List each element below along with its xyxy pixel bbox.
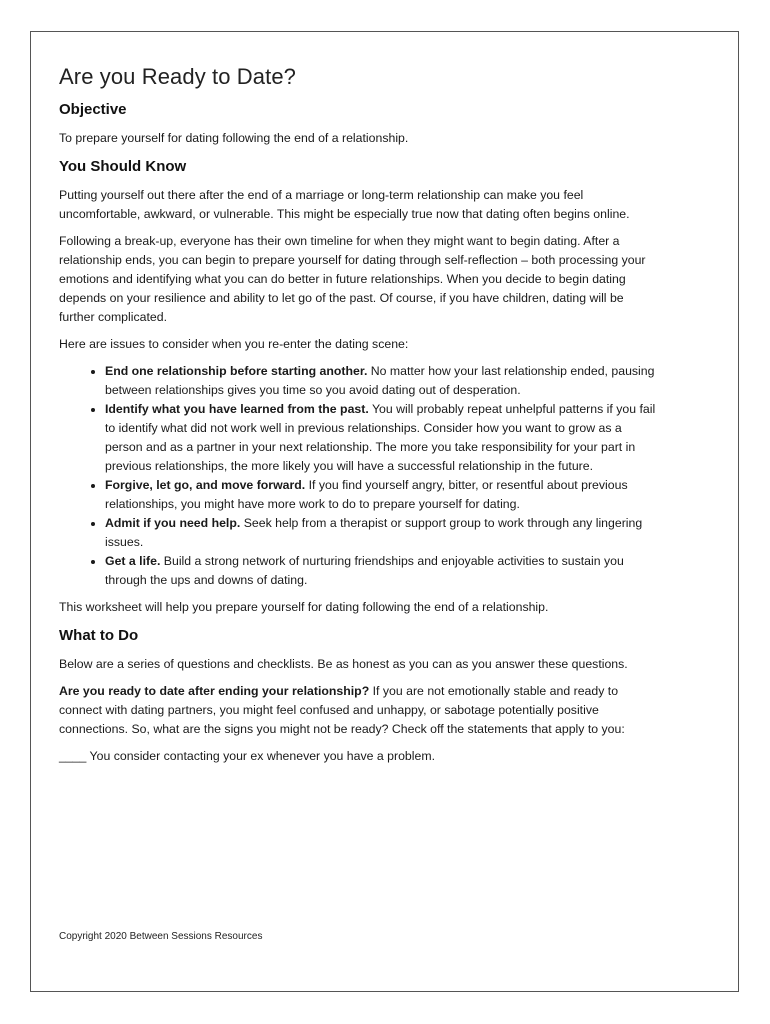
question-bold: Are you ready to date after ending your relationship? <box>59 684 370 698</box>
todo-paragraph-1: Below are a series of questions and checklists. Be as honest as you can as you answer these questions. <box>59 657 628 671</box>
readiness-question <box>59 682 659 739</box>
you-should-know-heading: You Should Know <box>59 158 187 175</box>
list-item: • Identify what you have learned from the past. You will probably repeat unhelpful patterns if you fail to identify what did not work well in previous relationships. Consider how you want to grow as a person and as a partner in your next relationship. The more you take responsibility for your part in previous relationships, the more likely you will have a successful relationship in the future. <box>105 400 659 476</box>
know-paragraph-1: Putting yourself out there after the end of a marriage or long-term relationship can make you feel uncomfortable, awkward, or vulnerable. This might be especially true now that dating often begins online. <box>59 188 630 221</box>
check-blank[interactable]: ____ <box>59 749 87 763</box>
issues-list <box>59 362 659 590</box>
know-paragraph-4: This worksheet will help you prepare yourself for dating following the end of a relationship. <box>59 600 549 614</box>
list-item: • Forgive, let go, and move forward. If you find yourself angry, bitter, or resentful about previous relationships, you might have more work to do to prepare yourself for dating. <box>105 476 659 514</box>
list-item: • Admit if you need help. Seek help from a therapist or support group to work through any lingering issues. <box>105 514 659 552</box>
page-title: Are you Ready to Date? <box>59 64 297 89</box>
copyright-footer: Copyright 2020 Between Sessions Resources <box>59 931 263 942</box>
know-paragraph-2: Following a break-up, everyone has their own timeline for when they might want to begin dating. After a relationship ends, you can begin to prepare yourself for dating through self-reflection – both processing your emotions and identifying what you can do better in future relationships. When you decide to begin dating depends on your resilience and ability to let go of the past. Of course, if you have children, dating will be further complicated. <box>59 234 646 324</box>
what-to-do-heading: What to Do <box>59 627 139 644</box>
objective-text: To prepare yourself for dating following the end of a relationship. <box>59 131 409 145</box>
checklist-item <box>59 747 659 766</box>
objective-heading: Objective <box>59 101 127 118</box>
check-item-text: You consider contacting your ex whenever you have a problem. <box>86 749 435 763</box>
document-content <box>59 64 659 774</box>
know-paragraph-3: Here are issues to consider when you re-enter the dating scene: <box>59 337 409 351</box>
question-text: If you are not emotionally stable and ready to connect with dating partners, you might feel confused and unhappy, or sabotage potentially positive connections. So, what are the signs you might not be ready? Check off the statements that apply to you: <box>59 684 625 736</box>
list-item: • Get a life. Build a strong network of nurturing friendships and enjoyable activities to sustain you through the ups and downs of dating. <box>105 552 659 590</box>
list-item: • End one relationship before starting another. No matter how your last relationship ended, pausing between relationships gives you time so you avoid dating out of desperation. <box>105 362 659 400</box>
